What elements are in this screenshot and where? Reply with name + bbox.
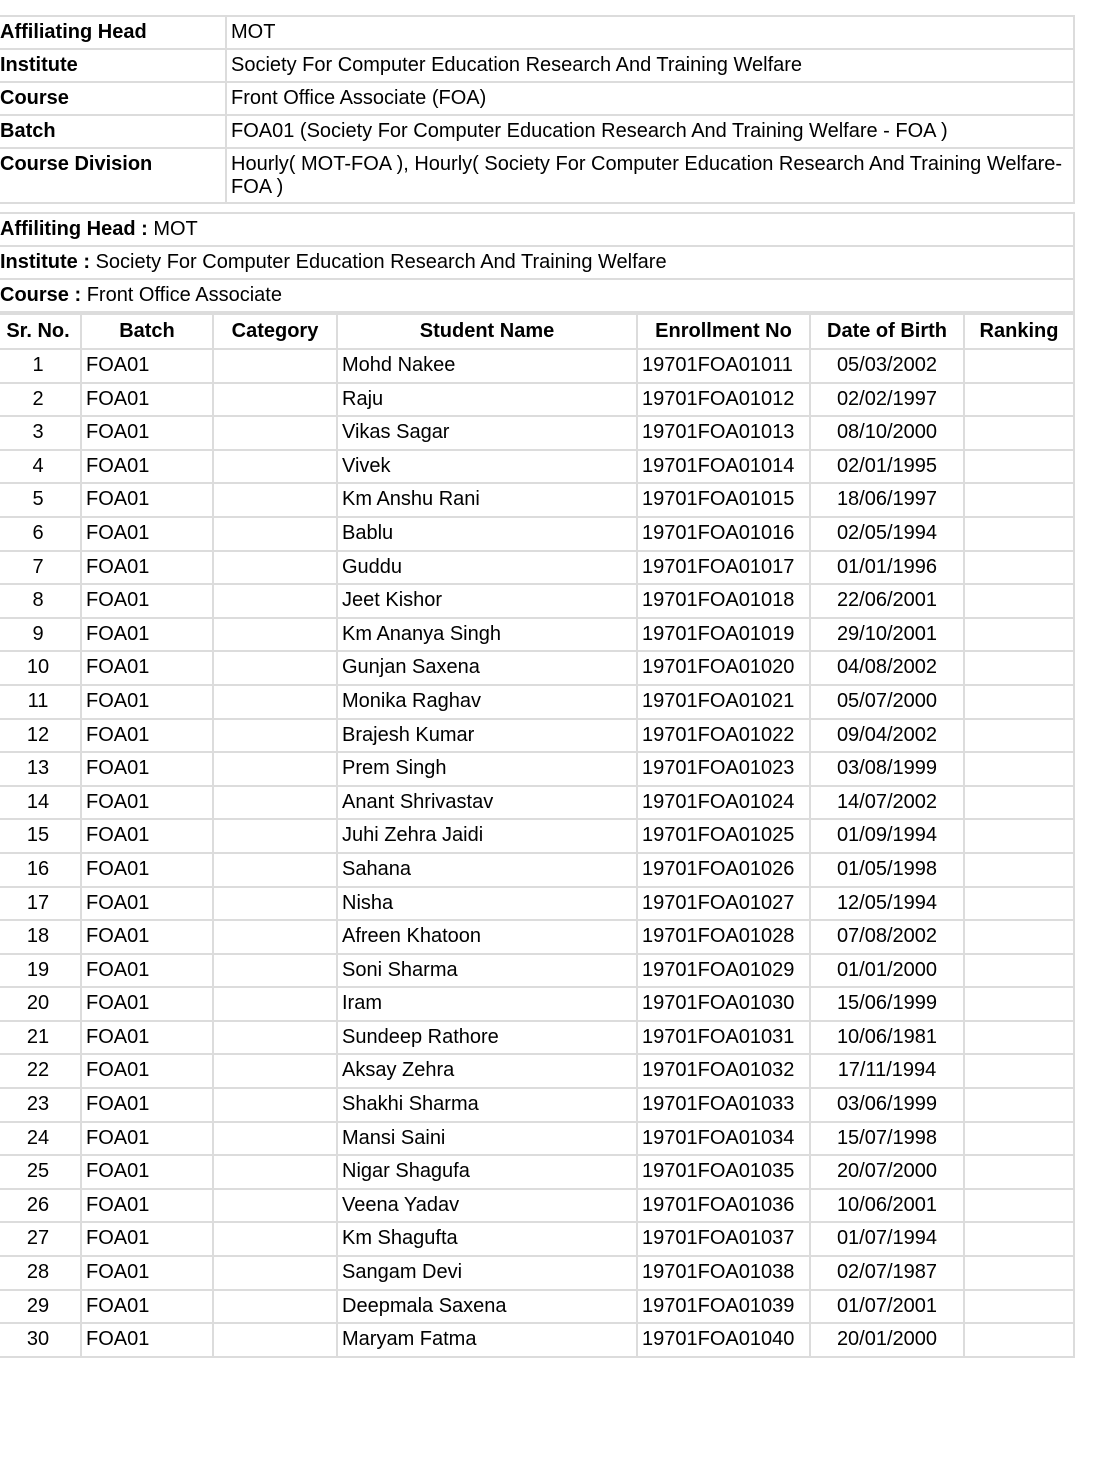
cell-enrollment-no: 19701FOA01011	[637, 349, 810, 383]
cell-student-name: Aksay Zehra	[337, 1054, 637, 1088]
table-header-row	[0, 314, 1074, 349]
cell-enrollment-no: 19701FOA01017	[637, 551, 810, 585]
cell-date-of-birth: 05/03/2002	[810, 349, 964, 383]
details-row-course-division	[0, 148, 1074, 203]
cell-enrollment-no: 19701FOA01029	[637, 954, 810, 988]
cell-student-name: Jeet Kishor	[337, 584, 637, 618]
cell-category	[213, 1054, 337, 1088]
course-details-table	[0, 15, 1075, 204]
cell-ranking	[964, 1290, 1074, 1324]
cell-sr-no: 21	[0, 1021, 81, 1055]
cell-batch: FOA01	[81, 987, 213, 1021]
cell-sr-no: 15	[0, 819, 81, 853]
table-row	[0, 416, 1074, 450]
cell-student-name: Monika Raghav	[337, 685, 637, 719]
cell-category	[213, 954, 337, 988]
cell-batch: FOA01	[81, 887, 213, 921]
summary-label: Affiliting Head :	[0, 218, 148, 240]
cell-student-name: Sahana	[337, 853, 637, 887]
cell-category	[213, 651, 337, 685]
cell-student-name: Shakhi Sharma	[337, 1088, 637, 1122]
cell-student-name: Maryam Fatma	[337, 1323, 637, 1357]
cell-enrollment-no: 19701FOA01012	[637, 383, 810, 417]
details-value: Hourly( MOT-FOA ), Hourly( Society For Computer Education Research And Training Welfare-FOA )	[226, 148, 1074, 203]
cell-category	[213, 450, 337, 484]
cell-category	[213, 584, 337, 618]
cell-student-name: Mansi Saini	[337, 1122, 637, 1156]
cell-batch: FOA01	[81, 383, 213, 417]
details-row-batch	[0, 115, 1074, 148]
cell-date-of-birth: 01/07/1994	[810, 1222, 964, 1256]
table-row	[0, 1021, 1074, 1055]
cell-sr-no: 22	[0, 1054, 81, 1088]
cell-batch: FOA01	[81, 1222, 213, 1256]
cell-ranking	[964, 786, 1074, 820]
cell-ranking	[964, 987, 1074, 1021]
cell-category	[213, 786, 337, 820]
cell-date-of-birth: 02/05/1994	[810, 517, 964, 551]
cell-category	[213, 685, 337, 719]
cell-category	[213, 1222, 337, 1256]
cell-enrollment-no: 19701FOA01021	[637, 685, 810, 719]
cell-date-of-birth: 18/06/1997	[810, 483, 964, 517]
cell-batch: FOA01	[81, 1323, 213, 1357]
summary-row-course	[0, 279, 1074, 312]
students-table-body	[0, 349, 1074, 1357]
cell-ranking	[964, 954, 1074, 988]
cell-ranking	[964, 416, 1074, 450]
cell-date-of-birth: 01/09/1994	[810, 819, 964, 853]
cell-category	[213, 483, 337, 517]
cell-date-of-birth: 17/11/1994	[810, 1054, 964, 1088]
cell-enrollment-no: 19701FOA01040	[637, 1323, 810, 1357]
cell-sr-no: 26	[0, 1189, 81, 1223]
cell-ranking	[964, 853, 1074, 887]
cell-ranking	[964, 1021, 1074, 1055]
details-label: Institute	[0, 49, 226, 82]
table-row	[0, 987, 1074, 1021]
cell-student-name: Brajesh Kumar	[337, 719, 637, 753]
cell-sr-no: 30	[0, 1323, 81, 1357]
details-row-institute	[0, 49, 1074, 82]
cell-sr-no: 28	[0, 1256, 81, 1290]
cell-ranking	[964, 1256, 1074, 1290]
cell-category	[213, 517, 337, 551]
cell-category	[213, 1088, 337, 1122]
cell-date-of-birth: 10/06/1981	[810, 1021, 964, 1055]
table-row	[0, 853, 1074, 887]
cell-date-of-birth: 14/07/2002	[810, 786, 964, 820]
cell-student-name: Sundeep Rathore	[337, 1021, 637, 1055]
cell-enrollment-no: 19701FOA01033	[637, 1088, 810, 1122]
cell-sr-no: 23	[0, 1088, 81, 1122]
cell-ranking	[964, 1122, 1074, 1156]
cell-date-of-birth: 20/07/2000	[810, 1155, 964, 1189]
table-row	[0, 651, 1074, 685]
table-row	[0, 1189, 1074, 1223]
cell-ranking	[964, 719, 1074, 753]
table-row	[0, 1323, 1074, 1357]
details-value: Front Office Associate (FOA)	[226, 82, 1074, 115]
cell-enrollment-no: 19701FOA01015	[637, 483, 810, 517]
cell-category	[213, 383, 337, 417]
details-label: Course Division	[0, 148, 226, 203]
cell-batch: FOA01	[81, 719, 213, 753]
column-header-sr-no: Sr. No.	[0, 314, 81, 349]
cell-sr-no: 11	[0, 685, 81, 719]
cell-date-of-birth: 09/04/2002	[810, 719, 964, 753]
cell-ranking	[964, 383, 1074, 417]
cell-ranking	[964, 450, 1074, 484]
details-value: FOA01 (Society For Computer Education Research And Training Welfare - FOA )	[226, 115, 1074, 148]
cell-enrollment-no: 19701FOA01036	[637, 1189, 810, 1223]
cell-batch: FOA01	[81, 584, 213, 618]
cell-batch: FOA01	[81, 1021, 213, 1055]
cell-date-of-birth: 15/07/1998	[810, 1122, 964, 1156]
cell-enrollment-no: 19701FOA01039	[637, 1290, 810, 1324]
cell-ranking	[964, 887, 1074, 921]
cell-ranking	[964, 651, 1074, 685]
table-row	[0, 1054, 1074, 1088]
cell-date-of-birth: 07/08/2002	[810, 920, 964, 954]
cell-category	[213, 416, 337, 450]
cell-sr-no: 18	[0, 920, 81, 954]
cell-student-name: Veena Yadav	[337, 1189, 637, 1223]
cell-enrollment-no: 19701FOA01014	[637, 450, 810, 484]
cell-date-of-birth: 05/07/2000	[810, 685, 964, 719]
cell-ranking	[964, 1155, 1074, 1189]
cell-batch: FOA01	[81, 517, 213, 551]
cell-enrollment-no: 19701FOA01034	[637, 1122, 810, 1156]
cell-sr-no: 2	[0, 383, 81, 417]
cell-sr-no: 29	[0, 1290, 81, 1324]
cell-batch: FOA01	[81, 685, 213, 719]
cell-category	[213, 1290, 337, 1324]
document	[0, 15, 1075, 1358]
cell-batch: FOA01	[81, 416, 213, 450]
cell-batch: FOA01	[81, 349, 213, 383]
cell-ranking	[964, 584, 1074, 618]
column-header-date-of-birth: Date of Birth	[810, 314, 964, 349]
cell-enrollment-no: 19701FOA01030	[637, 987, 810, 1021]
cell-enrollment-no: 19701FOA01022	[637, 719, 810, 753]
students-table	[0, 313, 1075, 1358]
cell-category	[213, 551, 337, 585]
cell-date-of-birth: 03/06/1999	[810, 1088, 964, 1122]
table-row	[0, 551, 1074, 585]
cell-batch: FOA01	[81, 1256, 213, 1290]
cell-sr-no: 6	[0, 517, 81, 551]
cell-student-name: Guddu	[337, 551, 637, 585]
cell-date-of-birth: 15/06/1999	[810, 987, 964, 1021]
cell-batch: FOA01	[81, 1088, 213, 1122]
cell-student-name: Km Anshu Rani	[337, 483, 637, 517]
cell-batch: FOA01	[81, 1189, 213, 1223]
cell-enrollment-no: 19701FOA01018	[637, 584, 810, 618]
cell-sr-no: 12	[0, 719, 81, 753]
table-row	[0, 819, 1074, 853]
cell-ranking	[964, 1323, 1074, 1357]
cell-student-name: Iram	[337, 987, 637, 1021]
cell-category	[213, 1155, 337, 1189]
cell-date-of-birth: 10/06/2001	[810, 1189, 964, 1223]
cell-category	[213, 987, 337, 1021]
summary-row-head	[0, 213, 1074, 246]
cell-sr-no: 27	[0, 1222, 81, 1256]
cell-batch: FOA01	[81, 618, 213, 652]
cell-student-name: Prem Singh	[337, 752, 637, 786]
cell-student-name: Soni Sharma	[337, 954, 637, 988]
table-row	[0, 450, 1074, 484]
cell-student-name: Nigar Shagufa	[337, 1155, 637, 1189]
cell-enrollment-no: 19701FOA01038	[637, 1256, 810, 1290]
summary-value: Front Office Associate	[86, 284, 282, 306]
cell-ranking	[964, 483, 1074, 517]
cell-date-of-birth: 02/07/1987	[810, 1256, 964, 1290]
cell-date-of-birth: 29/10/2001	[810, 618, 964, 652]
cell-date-of-birth: 01/05/1998	[810, 853, 964, 887]
cell-student-name: Juhi Zehra Jaidi	[337, 819, 637, 853]
cell-batch: FOA01	[81, 920, 213, 954]
cell-ranking	[964, 1088, 1074, 1122]
cell-enrollment-no: 19701FOA01035	[637, 1155, 810, 1189]
cell-ranking	[964, 819, 1074, 853]
table-row	[0, 887, 1074, 921]
cell-student-name: Vikas Sagar	[337, 416, 637, 450]
cell-ranking	[964, 920, 1074, 954]
cell-sr-no: 1	[0, 349, 81, 383]
cell-sr-no: 13	[0, 752, 81, 786]
cell-category	[213, 618, 337, 652]
summary-table	[0, 212, 1075, 313]
cell-date-of-birth: 01/01/2000	[810, 954, 964, 988]
table-row	[0, 719, 1074, 753]
cell-batch: FOA01	[81, 853, 213, 887]
summary-label: Institute :	[0, 251, 90, 273]
details-value: MOT	[226, 16, 1074, 49]
cell-date-of-birth: 20/01/2000	[810, 1323, 964, 1357]
cell-enrollment-no: 19701FOA01013	[637, 416, 810, 450]
cell-sr-no: 10	[0, 651, 81, 685]
cell-batch: FOA01	[81, 786, 213, 820]
cell-enrollment-no: 19701FOA01025	[637, 819, 810, 853]
cell-student-name: Deepmala Saxena	[337, 1290, 637, 1324]
summary-label: Course :	[0, 284, 82, 306]
cell-enrollment-no: 19701FOA01024	[637, 786, 810, 820]
cell-sr-no: 25	[0, 1155, 81, 1189]
table-row	[0, 786, 1074, 820]
cell-sr-no: 24	[0, 1122, 81, 1156]
cell-date-of-birth: 01/01/1996	[810, 551, 964, 585]
column-header-category: Category	[213, 314, 337, 349]
table-row	[0, 685, 1074, 719]
cell-category	[213, 1256, 337, 1290]
cell-category	[213, 819, 337, 853]
cell-student-name: Bablu	[337, 517, 637, 551]
table-row	[0, 383, 1074, 417]
cell-ranking	[964, 685, 1074, 719]
cell-ranking	[964, 1189, 1074, 1223]
cell-sr-no: 16	[0, 853, 81, 887]
table-row	[0, 1290, 1074, 1324]
cell-enrollment-no: 19701FOA01037	[637, 1222, 810, 1256]
cell-batch: FOA01	[81, 450, 213, 484]
cell-sr-no: 20	[0, 987, 81, 1021]
column-header-student-name: Student Name	[337, 314, 637, 349]
table-row	[0, 517, 1074, 551]
table-row	[0, 954, 1074, 988]
cell-date-of-birth: 01/07/2001	[810, 1290, 964, 1324]
cell-batch: FOA01	[81, 752, 213, 786]
table-row	[0, 1256, 1074, 1290]
cell-category	[213, 1021, 337, 1055]
cell-student-name: Sangam Devi	[337, 1256, 637, 1290]
cell-enrollment-no: 19701FOA01023	[637, 752, 810, 786]
cell-category	[213, 719, 337, 753]
cell-enrollment-no: 19701FOA01027	[637, 887, 810, 921]
cell-ranking	[964, 517, 1074, 551]
cell-student-name: Nisha	[337, 887, 637, 921]
cell-sr-no: 8	[0, 584, 81, 618]
table-row	[0, 349, 1074, 383]
details-row-course	[0, 82, 1074, 115]
cell-date-of-birth: 02/01/1995	[810, 450, 964, 484]
column-header-enrollment-no: Enrollment No	[637, 314, 810, 349]
cell-category	[213, 752, 337, 786]
cell-enrollment-no: 19701FOA01031	[637, 1021, 810, 1055]
details-label: Affiliating Head	[0, 16, 226, 49]
cell-enrollment-no: 19701FOA01028	[637, 920, 810, 954]
summary-value: MOT	[153, 218, 198, 240]
cell-student-name: Gunjan Saxena	[337, 651, 637, 685]
cell-sr-no: 3	[0, 416, 81, 450]
table-row	[0, 920, 1074, 954]
column-header-ranking: Ranking	[964, 314, 1074, 349]
cell-category	[213, 1189, 337, 1223]
cell-date-of-birth: 08/10/2000	[810, 416, 964, 450]
cell-sr-no: 7	[0, 551, 81, 585]
cell-enrollment-no: 19701FOA01019	[637, 618, 810, 652]
cell-ranking	[964, 349, 1074, 383]
column-header-batch: Batch	[81, 314, 213, 349]
cell-date-of-birth: 04/08/2002	[810, 651, 964, 685]
cell-date-of-birth: 12/05/1994	[810, 887, 964, 921]
table-row	[0, 1122, 1074, 1156]
summary-row-institute	[0, 246, 1074, 279]
cell-sr-no: 4	[0, 450, 81, 484]
cell-category	[213, 853, 337, 887]
table-row	[0, 483, 1074, 517]
cell-ranking	[964, 752, 1074, 786]
cell-batch: FOA01	[81, 651, 213, 685]
cell-enrollment-no: 19701FOA01020	[637, 651, 810, 685]
table-row	[0, 618, 1074, 652]
table-row	[0, 1088, 1074, 1122]
cell-batch: FOA01	[81, 1290, 213, 1324]
cell-ranking	[964, 1222, 1074, 1256]
cell-student-name: Anant Shrivastav	[337, 786, 637, 820]
cell-category	[213, 1323, 337, 1357]
cell-batch: FOA01	[81, 483, 213, 517]
details-value: Society For Computer Education Research And Training Welfare	[226, 49, 1074, 82]
cell-date-of-birth: 03/08/1999	[810, 752, 964, 786]
cell-student-name: Raju	[337, 383, 637, 417]
table-row	[0, 584, 1074, 618]
cell-enrollment-no: 19701FOA01032	[637, 1054, 810, 1088]
cell-ranking	[964, 618, 1074, 652]
cell-sr-no: 19	[0, 954, 81, 988]
cell-batch: FOA01	[81, 1054, 213, 1088]
summary-value: Society For Computer Education Research And Training Welfare	[95, 251, 667, 273]
cell-student-name: Km Shagufta	[337, 1222, 637, 1256]
cell-category	[213, 920, 337, 954]
details-row-affiliating-head	[0, 16, 1074, 49]
cell-sr-no: 14	[0, 786, 81, 820]
cell-student-name: Afreen Khatoon	[337, 920, 637, 954]
cell-sr-no: 5	[0, 483, 81, 517]
table-row	[0, 752, 1074, 786]
cell-category	[213, 1122, 337, 1156]
cell-date-of-birth: 02/02/1997	[810, 383, 964, 417]
details-label: Course	[0, 82, 226, 115]
cell-student-name: Km Ananya Singh	[337, 618, 637, 652]
cell-date-of-birth: 22/06/2001	[810, 584, 964, 618]
cell-category	[213, 887, 337, 921]
details-label: Batch	[0, 115, 226, 148]
cell-sr-no: 9	[0, 618, 81, 652]
cell-sr-no: 17	[0, 887, 81, 921]
table-row	[0, 1155, 1074, 1189]
cell-enrollment-no: 19701FOA01026	[637, 853, 810, 887]
cell-batch: FOA01	[81, 954, 213, 988]
cell-student-name: Vivek	[337, 450, 637, 484]
cell-batch: FOA01	[81, 1122, 213, 1156]
cell-ranking	[964, 1054, 1074, 1088]
cell-category	[213, 349, 337, 383]
cell-student-name: Mohd Nakee	[337, 349, 637, 383]
cell-batch: FOA01	[81, 551, 213, 585]
cell-batch: FOA01	[81, 819, 213, 853]
table-row	[0, 1222, 1074, 1256]
cell-batch: FOA01	[81, 1155, 213, 1189]
cell-ranking	[964, 551, 1074, 585]
cell-enrollment-no: 19701FOA01016	[637, 517, 810, 551]
